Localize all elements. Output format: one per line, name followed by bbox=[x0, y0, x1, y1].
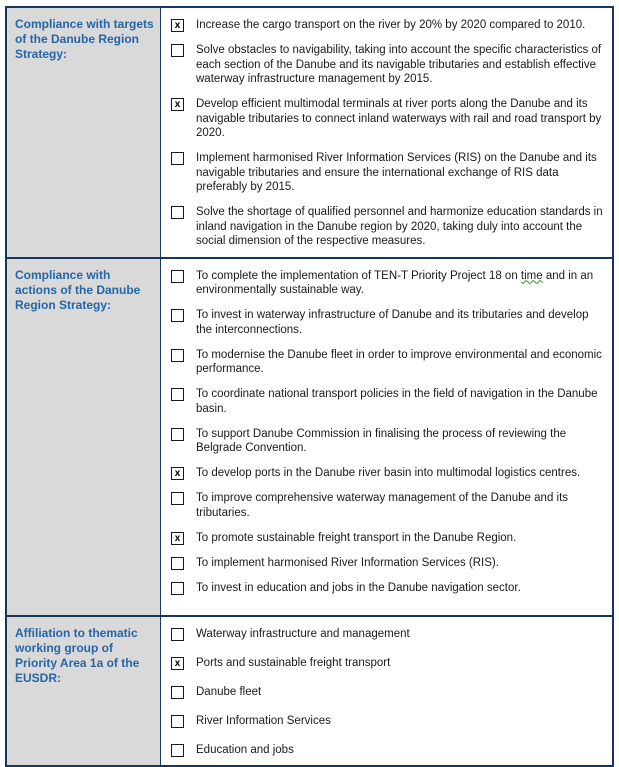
checkbox-unchecked[interactable] bbox=[171, 388, 184, 401]
checkbox-unchecked[interactable] bbox=[171, 428, 184, 441]
list-item bbox=[169, 685, 604, 700]
list-item bbox=[169, 656, 604, 671]
list-item bbox=[169, 427, 604, 456]
list-item bbox=[169, 627, 604, 642]
list-item bbox=[169, 269, 604, 298]
item-text: To improve comprehensive waterway management of the Danube and its tributaries. bbox=[196, 492, 569, 519]
row-items-cell bbox=[161, 259, 612, 615]
table-row bbox=[7, 8, 612, 259]
item-text: River Information Services bbox=[196, 714, 331, 727]
checkbox-unchecked[interactable] bbox=[171, 744, 184, 757]
checkbox-unchecked[interactable] bbox=[171, 628, 184, 641]
row-label-cell bbox=[7, 259, 161, 615]
compliance-table bbox=[5, 6, 614, 767]
list-item bbox=[169, 151, 604, 195]
checkbox-unchecked[interactable] bbox=[171, 715, 184, 728]
row-label: Affiliation to thematic working group of Priority Area 1a of the EUSDR: bbox=[15, 625, 140, 685]
checkbox-checked[interactable]: x bbox=[171, 467, 184, 480]
checkbox-checked[interactable]: x bbox=[171, 657, 184, 670]
checkbox-unchecked[interactable] bbox=[171, 349, 184, 362]
list-item bbox=[169, 714, 604, 729]
checkbox-checked[interactable]: x bbox=[171, 19, 184, 32]
row-label: Compliance with targets of the Danube Region Strategy: bbox=[15, 17, 154, 61]
list-item bbox=[169, 18, 604, 33]
list-item bbox=[169, 581, 604, 596]
item-text: To coordinate national transport policies in the field of navigation in the Danube basin. bbox=[196, 388, 598, 415]
item-text: To promote sustainable freight transport in the Danube Region. bbox=[196, 531, 517, 544]
row-items-cell bbox=[161, 617, 612, 766]
list-item bbox=[169, 205, 604, 249]
list-item bbox=[169, 43, 604, 87]
item-text: Increase the cargo transport on the river by 20% by 2020 compared to 2010. bbox=[196, 19, 586, 31]
item-text: To complete the implementation of TEN-T Priority Project 18 on time and in an environmentally sustainable way. bbox=[196, 269, 594, 296]
list-item bbox=[169, 466, 604, 481]
item-text: Develop efficient multimodal terminals at river ports along the Danube and its navigable tributaries to connect inland waterways with rail and road transport by 2020. bbox=[196, 98, 602, 139]
checkbox-unchecked[interactable] bbox=[171, 582, 184, 595]
table-row bbox=[7, 617, 612, 766]
checkbox-unchecked[interactable] bbox=[171, 557, 184, 570]
table-row bbox=[7, 259, 612, 617]
list-item bbox=[169, 387, 604, 416]
list-item bbox=[169, 743, 604, 758]
checkbox-checked[interactable]: x bbox=[171, 532, 184, 545]
item-text: Solve the shortage of qualified personnel and harmonize education standards in inland navigation in the Danube region by 2020, taking duly into account the social dimension of the respective measures. bbox=[196, 206, 603, 247]
item-text: Education and jobs bbox=[196, 743, 294, 756]
spellcheck-underlined-word: time bbox=[520, 269, 543, 282]
item-text: To invest in education and jobs in the Danube navigation sector. bbox=[196, 581, 521, 594]
list-item bbox=[169, 491, 604, 520]
item-text: Danube fleet bbox=[196, 685, 262, 698]
list-item bbox=[169, 531, 604, 546]
item-text: To support Danube Commission in finalising the process of reviewing the Belgrade Convention. bbox=[196, 427, 567, 454]
list-item bbox=[169, 348, 604, 377]
checkbox-unchecked[interactable] bbox=[171, 686, 184, 699]
item-text: Solve obstacles to navigability, taking into account the specific characteristics of each section of the Danube and its navigable tributaries and establish effective waterway infrastructure management by 2015. bbox=[196, 44, 602, 85]
item-text: To develop ports in the Danube river basin into multimodal logistics centres. bbox=[196, 467, 581, 479]
row-label-cell bbox=[7, 617, 161, 766]
row-items-cell bbox=[161, 8, 612, 257]
row-label-cell bbox=[7, 8, 161, 257]
checkbox-unchecked[interactable] bbox=[171, 44, 184, 57]
checkbox-checked[interactable]: x bbox=[171, 98, 184, 111]
row-label: Compliance with actions of the Danube Region Strategy: bbox=[15, 267, 141, 312]
list-item bbox=[169, 97, 604, 141]
item-text: Ports and sustainable freight transport bbox=[196, 656, 391, 669]
item-text: Implement harmonised River Information Services (RIS) on the Danube and its navigable tributaries and ensure the international exchange of RIS data preferably by 2015. bbox=[196, 152, 597, 193]
item-text: To implement harmonised River Information Services (RIS). bbox=[196, 556, 499, 569]
checkbox-unchecked[interactable] bbox=[171, 152, 184, 165]
checkbox-unchecked[interactable] bbox=[171, 309, 184, 322]
checkbox-unchecked[interactable] bbox=[171, 492, 184, 505]
item-text: To modernise the Danube fleet in order to improve environmental and economic performance. bbox=[196, 348, 602, 375]
list-item bbox=[169, 556, 604, 571]
checkbox-unchecked[interactable] bbox=[171, 206, 184, 219]
item-text: Waterway infrastructure and management bbox=[196, 627, 410, 640]
checkbox-unchecked[interactable] bbox=[171, 270, 184, 283]
item-text: To invest in waterway infrastructure of Danube and its tributaries and develop the interconnections. bbox=[196, 309, 589, 336]
list-item bbox=[169, 308, 604, 337]
